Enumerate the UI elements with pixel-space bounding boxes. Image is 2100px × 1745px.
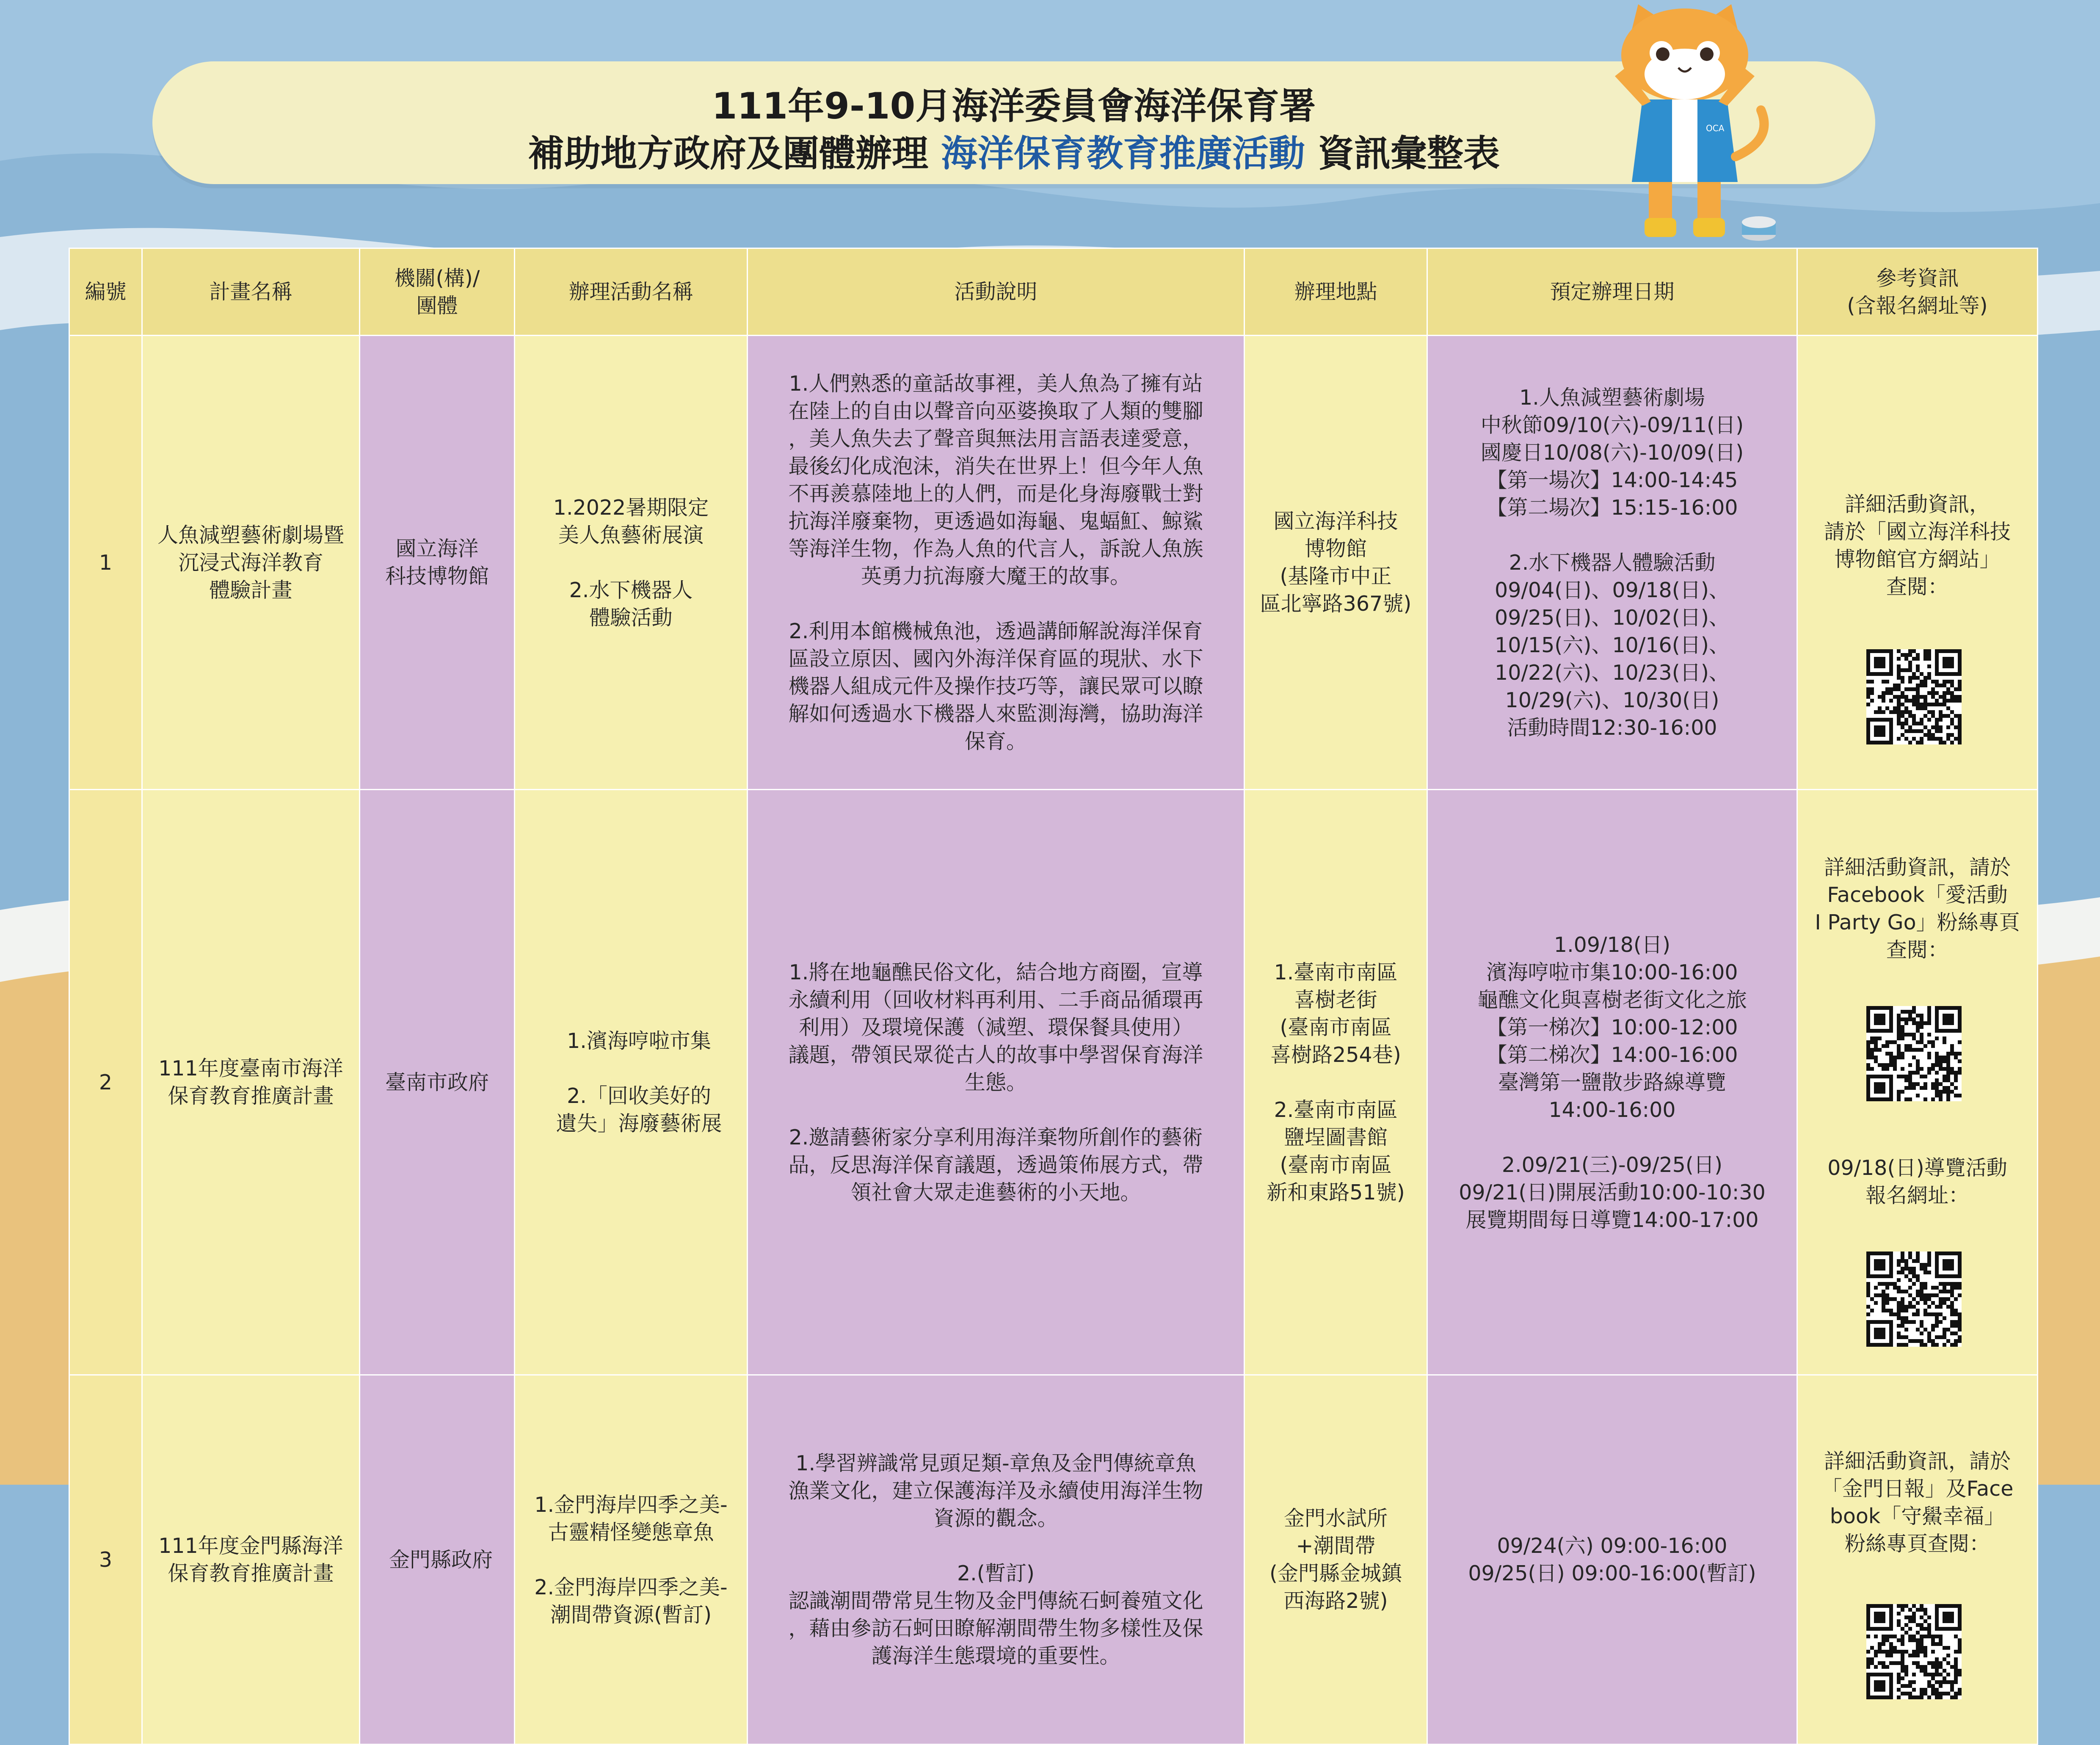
- header-plan: 計畫名稱: [142, 248, 360, 336]
- header-description: 活動說明: [748, 248, 1245, 336]
- row-number: 2: [69, 790, 142, 1375]
- activity-name: 1.金門海岸四季之美- 古靈精怪變態章魚 2.金門海岸四季之美- 潮間帶資源(暫訂): [515, 1375, 748, 1745]
- qr-code-icon[interactable]: [1866, 1604, 1962, 1699]
- title-line-2-suffix: 資訊彙整表: [1305, 132, 1500, 175]
- schedule-dates: 1.人魚減塑藝術劇場 中秋節09/10(六)-09/11(日) 國慶日10/08(六)-10/09(日) 【第一場次】14:00-14:45 【第二場次】15:15-16:00 2.水下機器人體驗活動 09/04(日)、09/18(日)、 09/25(日)、10/02(日)、 10/15(六)、10/16(日)、 10/22(六)、10/23(日)、 10/29(六)、10/30(日) 活動時間12:30-16:00: [1427, 336, 1797, 790]
- location: 國立海洋科技 博物館 (基隆市中正 區北寧路367號): [1245, 336, 1427, 790]
- reference-info: [1797, 1375, 2038, 1745]
- header-reference: 參考資訊 (含報名網址等): [1797, 248, 2038, 336]
- activity-description: 1.人們熟悉的童話故事裡，美人魚為了擁有站 在陸上的自由以聲音向巫婆換取了人類的雙腳 ，美人魚失去了聲音與無法用言語表達愛意， 最後幻化成泡沫，消失在世界上！但今年人魚 不再羨慕陸地上的人們，而是化身海廢戰士對 抗海洋廢棄物，更透過如海龜、鬼蝠魟、鯨鯊 等海洋生物，作為人魚的代言人，訴說人魚族 英勇力抗海廢大魔王的故事。 2.利用本館機械魚池，透過講師解說海洋保育 區設立原因、國內外海洋保育區的現狀、水下 機器人組成元件及操作技巧等，讓民眾可以瞭 解如何透過水下機器人來監測海灣，協助海洋 保育。: [748, 336, 1245, 790]
- mascot-jacket-text: OCA: [1706, 123, 1725, 133]
- reference-text: 詳細活動資訊，請於 「金門日報」及Face book「守鱟幸福」 粉絲專頁查閱：: [1821, 1449, 2014, 1556]
- schedule-dates: 1.09/18(日) 濱海哼啦市集10:00-16:00 龜醮文化與喜樹老街文化之旅 【第一梯次】10:00-12:00 【第二梯次】14:00-16:00 臺灣第一鹽散步路線導覽 14:00-16:00 2.09/21(三)-09/25(日) 09/21(日)開展活動10:00-10:30 展覽期間每日導覽14:00-17:00: [1427, 790, 1797, 1375]
- table-row: [69, 790, 2038, 1375]
- plan-name: 人魚減塑藝術劇場暨 沉浸式海洋教育 體驗計畫: [142, 336, 360, 790]
- table-row: [69, 336, 2038, 790]
- activity-table: [69, 248, 2038, 1745]
- reference-text: 詳細活動資訊， 請於「國立海洋科技 博物館官方網站」 查閱：: [1824, 492, 2011, 599]
- reference-info: [1797, 336, 2038, 790]
- qr-code-icon[interactable]: [1866, 1252, 1962, 1347]
- activity-description: 1.將在地龜醮民俗文化，結合地方商圈，宣導 永續利用（回收材料再利用、二手商品循環再 利用）及環境保護（減塑、環保餐具使用） 議題，帶領民眾從古人的故事中學習保育海洋 生態。 2.邀請藝術家分享利用海洋棄物所創作的藝術 品，反思海洋保育議題，透過策佈展方式，帶 領社會大眾走進藝術的小天地。: [748, 790, 1245, 1375]
- plan-name: 111年度臺南市海洋 保育教育推廣計畫: [142, 790, 360, 1375]
- row-number: 1: [69, 336, 142, 790]
- organization: 臺南市政府: [360, 790, 515, 1375]
- schedule-dates: 09/24(六) 09:00-16:00 09/25(日) 09:00-16:00(暫訂): [1427, 1375, 1797, 1745]
- header-dates: 預定辦理日期: [1427, 248, 1797, 336]
- header-org: 機關(構)/ 團體: [360, 248, 515, 336]
- title-line-1: 111年9-10月海洋委員會海洋保育署: [712, 85, 1316, 127]
- header-number: 編號: [69, 248, 142, 336]
- reference-text-2: 09/18(日)導覽活動 報名網址：: [1827, 1156, 2007, 1207]
- location: 1.臺南市南區 喜樹老街 (臺南市南區 喜樹路254巷) 2.臺南市南區 鹽埕圖書館 (臺南市南區 新和東路51號): [1245, 790, 1427, 1375]
- activity-name: 1.濱海哼啦市集 2.「回收美好的 遺失」海廢藝術展: [515, 790, 748, 1375]
- organization: 國立海洋 科技博物館: [360, 336, 515, 790]
- reference-text: 詳細活動資訊，請於 Facebook「愛活動 I Party Go」粉絲專頁 查閱：: [1815, 855, 2020, 962]
- organization: 金門縣政府: [360, 1375, 515, 1745]
- qr-code-icon[interactable]: [1866, 649, 1962, 744]
- header-activity: 辦理活動名稱: [515, 248, 748, 336]
- cat-mascot-icon: [1592, 4, 1778, 250]
- qr-code-icon[interactable]: [1866, 1006, 1962, 1101]
- plan-name: 111年度金門縣海洋 保育教育推廣計畫: [142, 1375, 360, 1745]
- table-header-row: [69, 248, 2038, 336]
- location: 金門水試所 +潮間帶 (金門縣金城鎮 西海路2號): [1245, 1375, 1427, 1745]
- row-number: 3: [69, 1375, 142, 1745]
- header-location: 辦理地點: [1245, 248, 1427, 336]
- table-row: [69, 1375, 2038, 1745]
- activity-description: 1.學習辨識常見頭足類-章魚及金門傳統章魚 漁業文化，建立保護海洋及永續使用海洋生物 資源的觀念。 2.(暫訂) 認識潮間帶常見生物及金門傳統石蚵養殖文化 ，藉由參訪石蚵田瞭解潮間帶生物多樣性及保 護海洋生態環境的重要性。: [748, 1375, 1245, 1745]
- title-highlight: 海洋保育教育推廣活動: [941, 132, 1305, 175]
- title-line-2-prefix: 補助地方政府及團體辦理: [528, 132, 941, 175]
- activity-name: 1.2022暑期限定 美人魚藝術展演 2.水下機器人 體驗活動: [515, 336, 748, 790]
- reference-info: [1797, 790, 2038, 1375]
